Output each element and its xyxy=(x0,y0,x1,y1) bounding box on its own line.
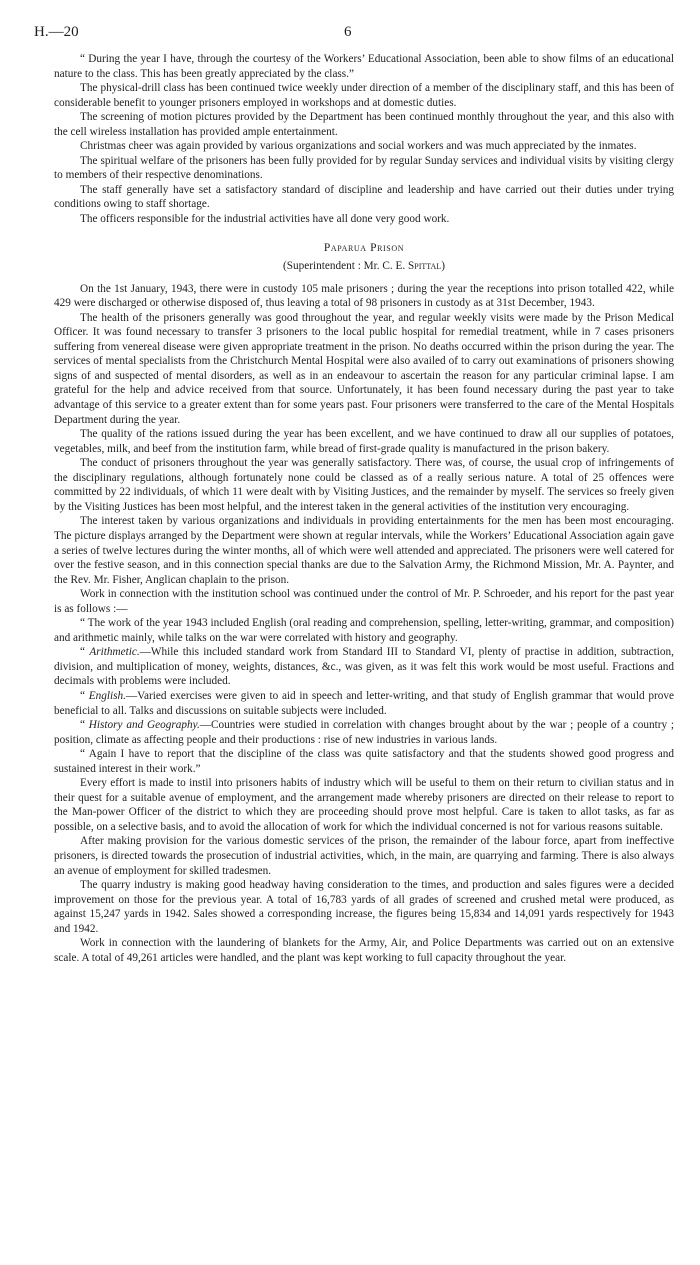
paragraph: The quality of the rations issued during the year has been excellent, and we have continued to draw all our supplies of potatoes, vegetables, milk, and beef from the institution farm, while bread of first-grade quality is manufactured in the prison bakery. xyxy=(54,428,674,455)
quote-mark: “ xyxy=(80,646,90,659)
document-reference: H.—20 xyxy=(34,24,79,40)
document-body xyxy=(54,52,674,965)
paragraph: On the 1st January, 1943, there were in custody 105 male prisoners ; during the year the receptions into prison totalled 422, while 429 were discharged or otherwise disposed of, thus leaving a total of 98 prisoners in custody as at 31st December, 1943. xyxy=(54,282,674,310)
paragraph: The conduct of prisoners throughout the year was generally satisfactory. There was, of course, the usual crop of infringements of the disciplinary regulations, although fortunately none could be classed as of a really serious nature. A total of 25 offences were committed by 22 individuals, of which 11 were dealt with by Visiting Justices, and the remainder by myself. The services so freely given by the Visiting Justices has been most helpful, and the interest taken in the general activities of the institution very encouraging. xyxy=(54,457,674,513)
paragraph: “ Again I have to report that the discipline of the class was quite satisfactory and that the students showed good progress and sustained interest in their work.” xyxy=(54,748,674,775)
paragraph: Every effort is made to instil into prisoners habits of industry which will be useful to them on their return to civilian status and in their quest for a suitable avenue of employment, and the arrangement made whereby prisoners are directed on their release to report to the Man-power Officer of the district to which they are proceeding should prove most helpful. Care is taken to allot tasks, as far as possible, on a selective basis, and to avoid the allocation of work for which the individual concerned is not for various reasons suitable. xyxy=(54,777,674,833)
paragraph: The interest taken by various organizations and individuals in providing entertainments for the men has been most encouraging. The picture displays arranged by the Department were shown at regular intervals, while the Workers’ Educational Association again gave a series of twelve lectures during the winter months, all of which were well attended and appreciated. The prisoners were well catered for over the festive season, and in this connection special thanks are due to the Salvation Army, the Richmond Mission, Mr. A. Paynter, and the Rev. Mr. Fisher, Anglican chaplain to the prison. xyxy=(54,515,674,586)
paragraph: After making provision for the various domestic services of the prison, the remainder of the labour force, apart from ineffective prisoners, is directed towards the prosecution of industrial activities, which, in the main, are quarrying and farming. There is also always an avenue of employment for skilled tradesmen. xyxy=(54,835,674,877)
paragraph-text: —Countries were studied in correlation with changes brought about by the war ; people of a country ; position, climate as affecting people and their productions : rise of new industries in various lands. xyxy=(54,719,674,746)
paragraph: The officers responsible for the industrial activities have all done very good work. xyxy=(80,213,450,226)
paragraph: Work in connection with the laundering of blankets for the Army, Air, and Police Departments was carried out on an extensive scale. A total of 49,261 articles were handled, and the plant was kept working to full capacity throughout the year. xyxy=(54,937,674,964)
page-number: 6 xyxy=(344,24,352,40)
subheading-prefix: (Superintendent : Mr. C. E. xyxy=(283,260,409,273)
paragraph-arithmetic xyxy=(54,645,674,689)
paragraph: “ The work of the year 1943 included English (oral reading and comprehension, spelling, letter-writing, grammar, and composition) and arithmetic mainly, while talks on the war were correlated with history and geography. xyxy=(54,617,674,644)
paragraph: The quarry industry is making good headway having consideration to the times, and production and sales figures were a decided improvement on those for the previous year. A total of 16,783 yards of all grades of screened and crushed metal were produced, as against 15,247 yards in 1942. Sales showed a corresponding increase, the figures being 15,834 and 14,091 yards respectively for 1943 and 1942. xyxy=(54,879,674,935)
paragraph-english xyxy=(54,689,674,718)
paragraph: The spiritual welfare of the prisoners has been fully provided for by regular Sunday services and individual visits by visiting clergy to members of their respective denominations. xyxy=(54,154,674,182)
section-heading: Paparua Prison xyxy=(323,241,405,254)
paragraph: The staff generally have set a satisfactory standard of discipline and leadership and have carried out their duties under trying conditions owing to staff shortage. xyxy=(54,183,674,211)
page-header xyxy=(34,24,666,46)
subject-label: History and Geography. xyxy=(88,719,200,732)
subject-label: Arithmetic. xyxy=(89,646,140,659)
paragraph-text: —While this included standard work from Standard III to Standard VI, plenty of practise in addition, subtraction, division, and multiplication of money, weights, distances, &c., was given, as it was felt this work would be most useful. Fractions and decimals with problems were included. xyxy=(54,646,674,688)
superintendent-name: Spittal xyxy=(408,260,442,273)
paragraph: Christmas cheer was again provided by various organizations and social workers and was much appreciated by the inmates. xyxy=(80,140,637,153)
paragraph-history xyxy=(54,718,674,747)
paragraph: “ During the year I have, through the courtesy of the Workers’ Educational Association, been able to show films of an educational nature to the class. This has been greatly appreciated by the class.” xyxy=(54,53,674,80)
paragraph: The physical-drill class has been continued twice weekly under direction of a member of the disciplinary staff, and this has been of considerable benefit to younger prisoners employed in workshops and at domestic duties. xyxy=(54,82,674,109)
subject-label: English. xyxy=(88,689,126,702)
paragraph: Work in connection with the institution school was continued under the control of Mr. P. Schroeder, and his report for the past year is as follows :— xyxy=(54,588,674,615)
section-subheading xyxy=(54,259,674,274)
paragraph-text: —Varied exercises were given to aid in speech and letter-writing, and that study of English grammar that would prove beneficial to all. Talks and discussions on suitable subjects were included. xyxy=(54,689,674,717)
subheading-suffix: ) xyxy=(441,260,445,273)
quote-mark: “ xyxy=(80,689,89,702)
paragraph: The health of the prisoners generally was good throughout the year, and regular weekly visits were made by the Prison Medical Officer. It was found necessary to transfer 3 prisoners to the local public hospital for remedial treatment, while in 7 cases prisoners suffering from venereal disease were given appropriate treatment in the prison. No deaths occurred within the prison during the year. The services of mental specialists from the Christchurch Mental Hospital were also availed of to carry out examinations of prisoners showing signs of and suspected of mental disorders, as well as in an endeavour to ascertain the reason for any particular criminal lapse. I am grateful for the help and advice received from that source. Unfortunately, it has been found necessary during the past year to take advantage of this service to a greater extent than for some years past. Four prisoners were transferred to the care of the Mental Hospitals Department during the year. xyxy=(54,311,674,426)
quote-mark: “ xyxy=(80,719,89,732)
paragraph: The screening of motion pictures provided by the Department has been continued monthly throughout the year, and this also with the cell wireless installation has provided ample entertainment. xyxy=(54,111,674,138)
